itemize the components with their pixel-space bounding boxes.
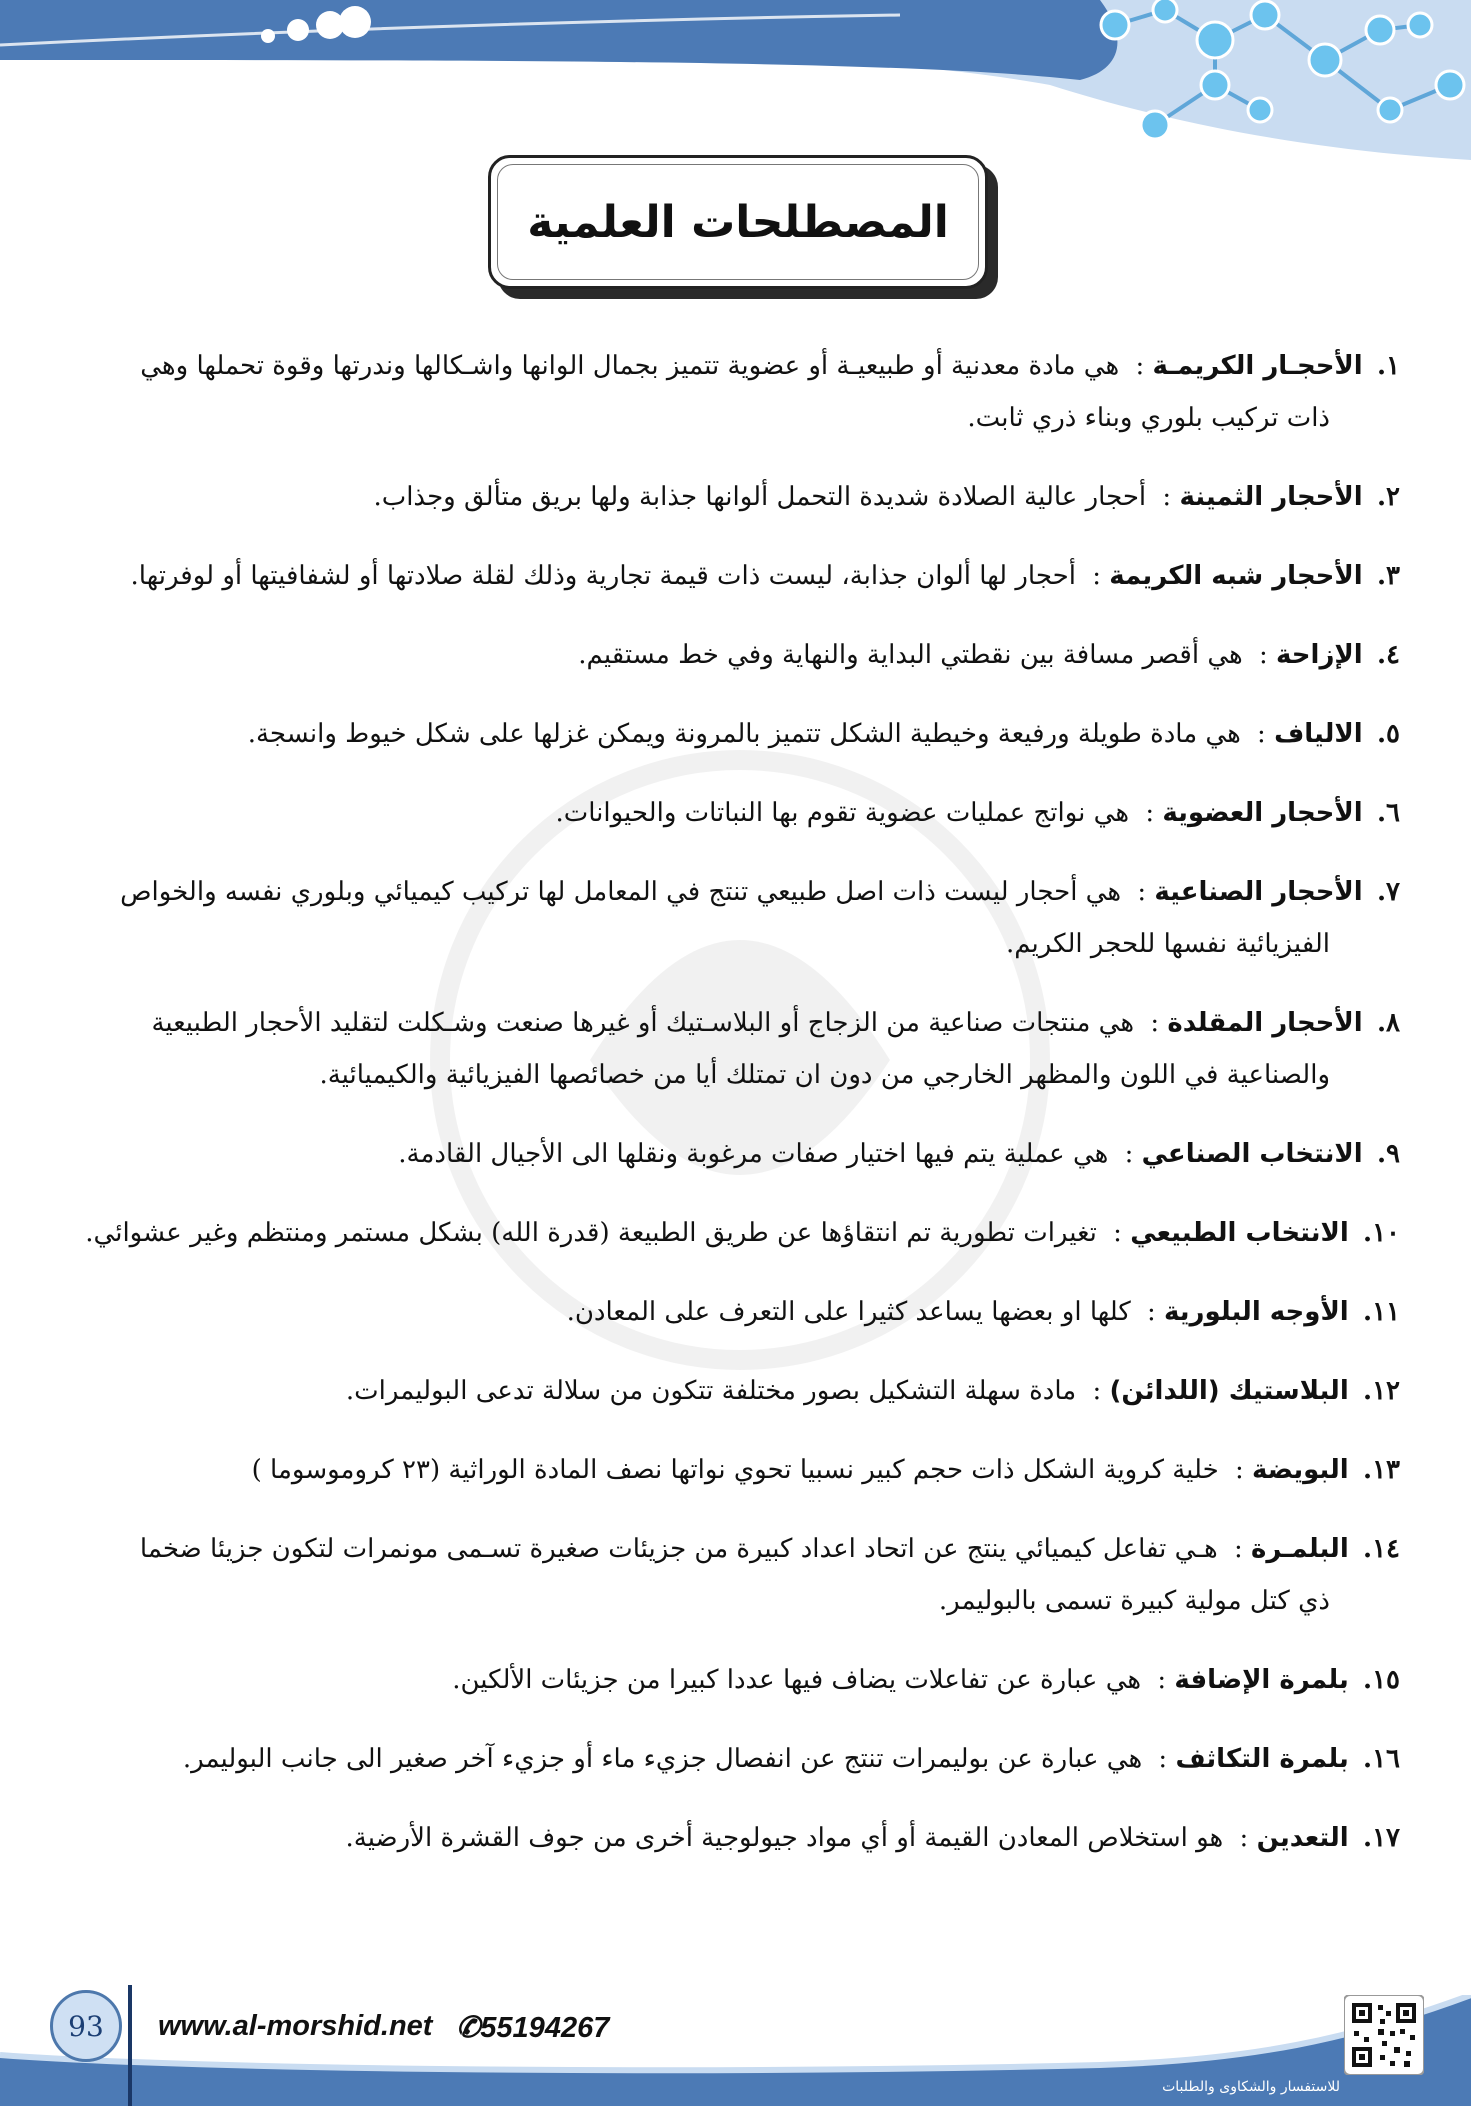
term-name: الانتخاب الصناعي [1141, 1139, 1363, 1169]
term-name: الأحجار المقلدة [1167, 1008, 1363, 1038]
term-number: ١٠. [1363, 1218, 1400, 1248]
term-definition: هي مادة طويلة ورفيعة وخيطية الشكل تتميز بالمرونة ويمكن غزلها على شكل خيوط وانسجة. [247, 719, 1241, 749]
term-separator: : [1150, 1008, 1160, 1038]
title-box [488, 155, 988, 289]
term-separator: : [1158, 1744, 1168, 1774]
term-item [80, 1365, 1400, 1417]
qr-code-icon[interactable] [1344, 1995, 1424, 2075]
term-item [80, 1523, 1400, 1627]
term-definition: خلية كروية الشكل ذات حجم كبير نسبيا تحوي نواتها نصف المادة الوراثية (٢٣ كروموسوما ) [251, 1455, 1219, 1485]
term-number: ٨. [1376, 1008, 1400, 1038]
term-name: الأوجه البلورية [1164, 1297, 1349, 1327]
term-item [80, 1733, 1400, 1785]
term-separator: : [1113, 1218, 1122, 1248]
term-name: الأحجار الثمينة [1179, 482, 1363, 512]
term-definition: هي منتجات صناعية من الزجاج أو البلاسـتيك أو غيرها صنعت وشـكلت لتقليد الأحجار الطبيعية [151, 1008, 1135, 1038]
term-definition: كلها او بعضها يساعد كثيرا على التعرف على المعادن. [566, 1297, 1131, 1327]
term-definition: هي أحجار ليست ذات اصل طبيعي تنتج في المعامل لها تركيب كيميائي وبلوري نفسه والخواص [120, 877, 1122, 907]
term-name: البويضة [1251, 1455, 1349, 1485]
term-definition: هي عبارة عن تفاعلات يضاف فيها عددا كبيرا من جزيئات الألكين. [452, 1665, 1142, 1695]
term-name: الأحجـار الكريمـة [1152, 351, 1363, 381]
term-definition: أحجار عالية الصلادة شديدة التحمل ألوانها جذابة ولها بريق متألق وجذاب. [373, 482, 1147, 512]
term-name: التعدين [1256, 1823, 1349, 1853]
term-number: ١٦. [1363, 1744, 1400, 1774]
terms-list [80, 340, 1400, 1891]
term-number: ٥. [1376, 719, 1400, 749]
term-number: ١٣. [1363, 1455, 1400, 1485]
term-item [80, 866, 1400, 970]
term-item [80, 550, 1400, 602]
term-separator: : [1239, 1823, 1249, 1853]
term-item [80, 629, 1400, 681]
term-item [80, 1207, 1400, 1259]
footer-website[interactable]: www.al-morshid.net [158, 2010, 433, 2042]
term-separator: : [1233, 1534, 1243, 1564]
term-name: البلاستيك (اللدائن) [1109, 1376, 1349, 1406]
term-number: ١٤. [1363, 1534, 1400, 1564]
term-separator: : [1092, 561, 1101, 591]
term-name: الإزاحة [1276, 640, 1363, 670]
term-separator: : [1162, 482, 1172, 512]
term-separator: : [1124, 1139, 1134, 1169]
term-number: ٧. [1376, 877, 1400, 907]
term-item [80, 1654, 1400, 1706]
term-item [80, 997, 1400, 1101]
term-separator: : [1135, 351, 1145, 381]
term-item [80, 1286, 1400, 1338]
term-definition: مادة سهلة التشكيل بصور مختلفة تتكون من سلالة تدعى البوليمرات. [345, 1376, 1077, 1406]
term-name: البلمـرة [1250, 1534, 1349, 1564]
term-separator: : [1257, 719, 1266, 749]
term-item [80, 708, 1400, 760]
term-definition-continuation: والصناعية في اللون والمظهر الخارجي من دون ان تمتلك أيا من خصائصها الفيزيائية والكيميائية. [319, 1060, 1330, 1090]
header-banner [0, 0, 1471, 160]
term-definition: هي أقصر مسافة بين نقطتي البداية والنهاية وفي خط مستقيم. [578, 640, 1243, 670]
term-definition: هي نواتج عمليات عضوية تقوم بها النباتات والحيوانات. [555, 798, 1130, 828]
term-item [80, 1812, 1400, 1864]
term-number: ٣. [1376, 561, 1400, 591]
term-name: الأحجار الصناعية [1154, 877, 1363, 907]
term-number: ٢. [1376, 482, 1400, 512]
term-definition-continuation: ذي كتل مولية كبيرة تسمى بالبوليمر. [938, 1586, 1330, 1616]
term-number: ١١. [1363, 1297, 1400, 1327]
term-name: الانتخاب الطبيعي [1130, 1218, 1349, 1248]
term-separator: : [1145, 798, 1155, 828]
term-separator: : [1157, 1665, 1167, 1695]
term-name: الالياف [1274, 719, 1363, 749]
term-item [80, 787, 1400, 839]
page-title: المصطلحات العلمية [527, 196, 949, 248]
term-definition: هو استخلاص المعادن القيمة أو أي مواد جيولوجية أخرى من جوف القشرة الأرضية. [345, 1823, 1224, 1853]
term-number: ١. [1376, 351, 1400, 381]
term-item [80, 340, 1400, 444]
term-number: ٦. [1376, 798, 1400, 828]
term-number: ٩. [1376, 1139, 1400, 1169]
term-item [80, 471, 1400, 523]
term-number: ٤. [1376, 640, 1400, 670]
term-separator: : [1259, 640, 1268, 670]
term-separator: : [1147, 1297, 1156, 1327]
term-definition-continuation: ذات تركيب بلوري وبناء ذري ثابت. [967, 403, 1330, 433]
term-definition: هـي تفاعل كيميائي ينتج عن اتحاد اعداد كبيرة من جزيئات صغيرة تسـمى مونمرات لتكون جزيئا ضخما [139, 1534, 1218, 1564]
term-definition: هي مادة معدنية أو طبيعيـة أو عضوية تتميز بجمال الوانها واشـكالها وندرتها وقوة تحملها وهي [140, 351, 1120, 381]
term-name: الأحجار شبه الكريمة [1109, 561, 1363, 591]
footer-divider [128, 1985, 132, 2106]
term-definition: تغيرات تطورية تم انتقاؤها عن طريق الطبيعة (قدرة الله) بشكل مستمر ومنتظم وغير عشوائي. [85, 1218, 1097, 1248]
term-number: ١٧. [1363, 1823, 1400, 1853]
term-definition-continuation: الفيزيائية نفسها للحجر الكريم. [1005, 929, 1330, 959]
term-definition: هي عبارة عن بوليمرات تنتج عن انفصال جزيء ماء أو جزيء آخر صغير الى جانب البوليمر. [182, 1744, 1143, 1774]
term-number: ١٢. [1363, 1376, 1400, 1406]
term-item [80, 1444, 1400, 1496]
term-name: الأحجار العضوية [1162, 798, 1363, 828]
page-number: 93 [50, 1990, 122, 2062]
term-name: بلمرة التكاثف [1175, 1744, 1349, 1774]
term-definition: هي عملية يتم فيها اختيار صفات مرغوبة ونقلها الى الأجيال القادمة. [398, 1139, 1109, 1169]
term-name: بلمرة الإضافة [1174, 1665, 1349, 1695]
term-definition: أحجار لها ألوان جذابة، ليست ذات قيمة تجارية وذلك لقلة صلادتها أو لشفافيتها أو لوفرتها. [130, 561, 1076, 591]
term-separator: : [1092, 1376, 1102, 1406]
term-separator: : [1234, 1455, 1244, 1485]
term-item [80, 1128, 1400, 1180]
term-number: ١٥. [1363, 1665, 1400, 1695]
header-band-dark [0, 0, 1117, 80]
term-separator: : [1137, 877, 1147, 907]
footer-note: للاستفسار والشكاوى والطلبات [1162, 2079, 1340, 2095]
footer-phone: ✆55194267 [456, 2012, 610, 2044]
